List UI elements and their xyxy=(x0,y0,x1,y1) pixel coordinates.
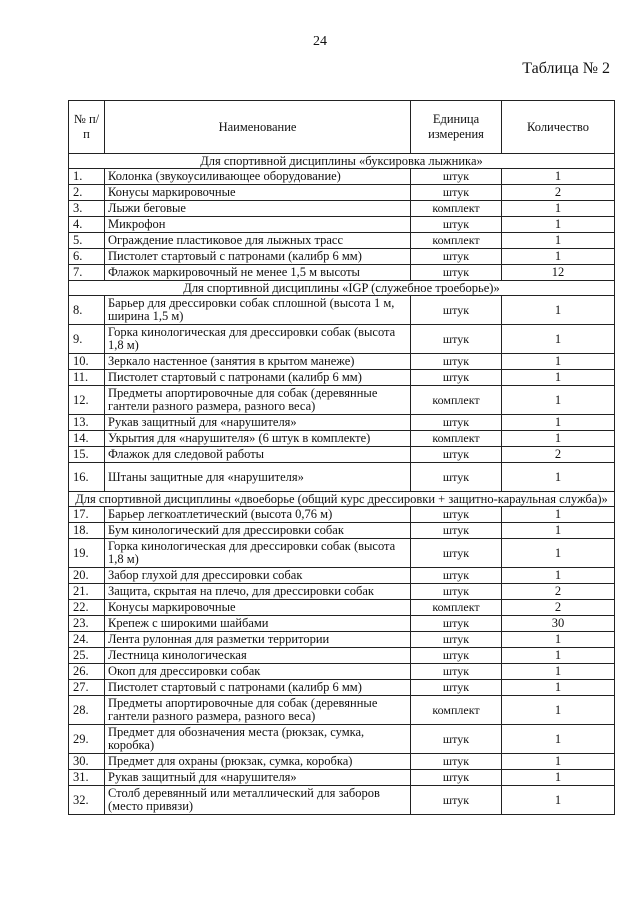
row-quantity: 1 xyxy=(502,296,615,325)
row-number: 2. xyxy=(69,185,105,201)
row-quantity: 2 xyxy=(502,185,615,201)
row-name: Конусы маркировочные xyxy=(105,600,411,616)
row-quantity: 1 xyxy=(502,696,615,725)
table-row xyxy=(69,696,615,725)
row-quantity: 1 xyxy=(502,786,615,815)
row-name: Флажок маркировочный не менее 1,5 м высоты xyxy=(105,265,411,281)
row-name: Пистолет стартовый с патронами (калибр 6 мм) xyxy=(105,249,411,265)
row-unit: штук xyxy=(411,169,502,185)
table-row xyxy=(69,201,615,217)
table-row xyxy=(69,584,615,600)
row-quantity: 1 xyxy=(502,770,615,786)
row-unit: штук xyxy=(411,616,502,632)
table-row xyxy=(69,217,615,233)
table-row xyxy=(69,754,615,770)
row-name: Лыжи беговые xyxy=(105,201,411,217)
table-row xyxy=(69,539,615,568)
row-unit: штук xyxy=(411,185,502,201)
page-number: 24 xyxy=(313,34,327,49)
row-name: Горка кинологическая для дрессировки собак (высота 1,8 м) xyxy=(105,539,411,568)
row-unit: штук xyxy=(411,539,502,568)
row-name: Предмет для охраны (рюкзак, сумка, коробка) xyxy=(105,754,411,770)
row-number: 16. xyxy=(69,463,105,492)
row-name: Столб деревянный или металлический для заборов (место привязи) xyxy=(105,786,411,815)
row-name: Пистолет стартовый с патронами (калибр 6 мм) xyxy=(105,370,411,386)
row-number: 24. xyxy=(69,632,105,648)
row-name: Лента рулонная для разметки территории xyxy=(105,632,411,648)
row-quantity: 1 xyxy=(502,632,615,648)
row-quantity: 1 xyxy=(502,507,615,523)
row-quantity: 1 xyxy=(502,523,615,539)
row-quantity: 1 xyxy=(502,664,615,680)
table-row xyxy=(69,786,615,815)
table-row xyxy=(69,354,615,370)
table-row xyxy=(69,770,615,786)
row-number: 22. xyxy=(69,600,105,616)
table-row xyxy=(69,632,615,648)
row-unit: комплект xyxy=(411,696,502,725)
row-name: Ограждение пластиковое для лыжных трасс xyxy=(105,233,411,249)
row-unit: штук xyxy=(411,584,502,600)
row-unit: комплект xyxy=(411,600,502,616)
row-number: 10. xyxy=(69,354,105,370)
row-quantity: 2 xyxy=(502,584,615,600)
row-unit: штук xyxy=(411,325,502,354)
header-unit: Единица измерения xyxy=(411,101,502,154)
row-number: 21. xyxy=(69,584,105,600)
row-name: Барьер для дрессировки собак сплошной (высота 1 м, ширина 1,5 м) xyxy=(105,296,411,325)
table-row xyxy=(69,431,615,447)
row-unit: штук xyxy=(411,463,502,492)
table-row xyxy=(69,233,615,249)
row-number: 15. xyxy=(69,447,105,463)
table-row xyxy=(69,616,615,632)
table-header-row xyxy=(69,101,615,154)
row-number: 29. xyxy=(69,725,105,754)
row-number: 11. xyxy=(69,370,105,386)
row-name: Горка кинологическая для дрессировки собак (высота 1,8 м) xyxy=(105,325,411,354)
section-row xyxy=(69,154,615,169)
row-unit: штук xyxy=(411,725,502,754)
section-title: Для спортивной дисциплины «IGP (служебное троеборье)» xyxy=(69,281,615,296)
table-row xyxy=(69,325,615,354)
row-name: Предметы апортировочные для собак (деревянные гантели разного размера, разного веса) xyxy=(105,386,411,415)
section-title: Для спортивной дисциплины «двоеборье (общий курс дрессировки + защитно-караульная служба)» xyxy=(69,492,615,507)
section-row xyxy=(69,492,615,507)
row-name: Барьер легкоатлетический (высота 0,76 м) xyxy=(105,507,411,523)
row-quantity: 1 xyxy=(502,386,615,415)
row-unit: штук xyxy=(411,632,502,648)
table-row xyxy=(69,415,615,431)
row-quantity: 1 xyxy=(502,539,615,568)
row-unit: комплект xyxy=(411,233,502,249)
row-number: 27. xyxy=(69,680,105,696)
row-unit: штук xyxy=(411,354,502,370)
row-number: 13. xyxy=(69,415,105,431)
row-unit: штук xyxy=(411,217,502,233)
row-name: Рукав защитный для «нарушителя» xyxy=(105,770,411,786)
row-quantity: 2 xyxy=(502,447,615,463)
row-quantity: 1 xyxy=(502,169,615,185)
row-quantity: 30 xyxy=(502,616,615,632)
table-row xyxy=(69,507,615,523)
table-body xyxy=(69,154,615,815)
row-number: 6. xyxy=(69,249,105,265)
row-unit: комплект xyxy=(411,201,502,217)
row-number: 30. xyxy=(69,754,105,770)
table-title: Таблица № 2 xyxy=(522,60,610,77)
row-quantity: 1 xyxy=(502,725,615,754)
row-quantity: 1 xyxy=(502,354,615,370)
table-row xyxy=(69,265,615,281)
row-quantity: 1 xyxy=(502,415,615,431)
row-unit: штук xyxy=(411,754,502,770)
header-qty: Количество xyxy=(502,101,615,154)
row-number: 7. xyxy=(69,265,105,281)
table-row xyxy=(69,664,615,680)
row-name: Предмет для обозначения места (рюкзак, сумка, коробка) xyxy=(105,725,411,754)
row-number: 8. xyxy=(69,296,105,325)
row-unit: штук xyxy=(411,680,502,696)
table-row xyxy=(69,386,615,415)
table-row xyxy=(69,725,615,754)
row-name: Зеркало настенное (занятия в крытом манеже) xyxy=(105,354,411,370)
header-num: № п/п xyxy=(69,101,105,154)
row-unit: штук xyxy=(411,265,502,281)
row-quantity: 1 xyxy=(502,431,615,447)
row-number: 28. xyxy=(69,696,105,725)
row-unit: штук xyxy=(411,770,502,786)
row-name: Укрытия для «нарушителя» (6 штук в комплекте) xyxy=(105,431,411,447)
row-quantity: 1 xyxy=(502,648,615,664)
row-name: Конусы маркировочные xyxy=(105,185,411,201)
section-row xyxy=(69,281,615,296)
row-number: 18. xyxy=(69,523,105,539)
table-row xyxy=(69,185,615,201)
row-quantity: 2 xyxy=(502,600,615,616)
equipment-table xyxy=(68,100,615,815)
row-number: 1. xyxy=(69,169,105,185)
row-unit: штук xyxy=(411,523,502,539)
row-number: 3. xyxy=(69,201,105,217)
row-unit: штук xyxy=(411,447,502,463)
row-unit: штук xyxy=(411,249,502,265)
row-number: 25. xyxy=(69,648,105,664)
row-unit: штук xyxy=(411,786,502,815)
row-quantity: 1 xyxy=(502,680,615,696)
row-quantity: 1 xyxy=(502,754,615,770)
row-name: Забор глухой для дрессировки собак xyxy=(105,568,411,584)
row-name: Предметы апортировочные для собак (деревянные гантели разного размера, разного веса) xyxy=(105,696,411,725)
row-name: Колонка (звукоусиливающее оборудование) xyxy=(105,169,411,185)
row-quantity: 1 xyxy=(502,568,615,584)
table-row xyxy=(69,648,615,664)
row-unit: штук xyxy=(411,648,502,664)
table-row xyxy=(69,249,615,265)
row-name: Рукав защитный для «нарушителя» xyxy=(105,415,411,431)
row-name: Бум кинологический для дрессировки собак xyxy=(105,523,411,539)
row-unit: комплект xyxy=(411,431,502,447)
row-number: 9. xyxy=(69,325,105,354)
table-row xyxy=(69,370,615,386)
row-name: Пистолет стартовый с патронами (калибр 6 мм) xyxy=(105,680,411,696)
row-unit: штук xyxy=(411,507,502,523)
row-name: Штаны защитные для «нарушителя» xyxy=(105,463,411,492)
row-unit: штук xyxy=(411,568,502,584)
row-number: 5. xyxy=(69,233,105,249)
row-quantity: 1 xyxy=(502,249,615,265)
row-number: 14. xyxy=(69,431,105,447)
row-quantity: 1 xyxy=(502,370,615,386)
row-name: Флажок для следовой работы xyxy=(105,447,411,463)
row-number: 19. xyxy=(69,539,105,568)
table-row xyxy=(69,568,615,584)
row-number: 4. xyxy=(69,217,105,233)
section-title: Для спортивной дисциплины «буксировка лыжника» xyxy=(69,154,615,169)
row-name: Микрофон xyxy=(105,217,411,233)
row-unit: штук xyxy=(411,370,502,386)
row-quantity: 1 xyxy=(502,217,615,233)
row-number: 32. xyxy=(69,786,105,815)
row-quantity: 1 xyxy=(502,463,615,492)
row-name: Крепеж с широкими шайбами xyxy=(105,616,411,632)
header-name: Наименование xyxy=(105,101,411,154)
row-number: 20. xyxy=(69,568,105,584)
row-number: 31. xyxy=(69,770,105,786)
table-row xyxy=(69,463,615,492)
row-unit: штук xyxy=(411,664,502,680)
table-row xyxy=(69,600,615,616)
row-unit: штук xyxy=(411,296,502,325)
row-name: Лестница кинологическая xyxy=(105,648,411,664)
row-name: Защита, скрытая на плечо, для дрессировки собак xyxy=(105,584,411,600)
row-quantity: 1 xyxy=(502,201,615,217)
table-row xyxy=(69,169,615,185)
table-row xyxy=(69,296,615,325)
row-name: Окоп для дрессировки собак xyxy=(105,664,411,680)
row-number: 12. xyxy=(69,386,105,415)
table-row xyxy=(69,680,615,696)
row-number: 23. xyxy=(69,616,105,632)
row-number: 17. xyxy=(69,507,105,523)
row-unit: штук xyxy=(411,415,502,431)
row-quantity: 1 xyxy=(502,233,615,249)
row-quantity: 1 xyxy=(502,325,615,354)
row-quantity: 12 xyxy=(502,265,615,281)
table-row xyxy=(69,523,615,539)
row-number: 26. xyxy=(69,664,105,680)
row-unit: комплект xyxy=(411,386,502,415)
table-row xyxy=(69,447,615,463)
